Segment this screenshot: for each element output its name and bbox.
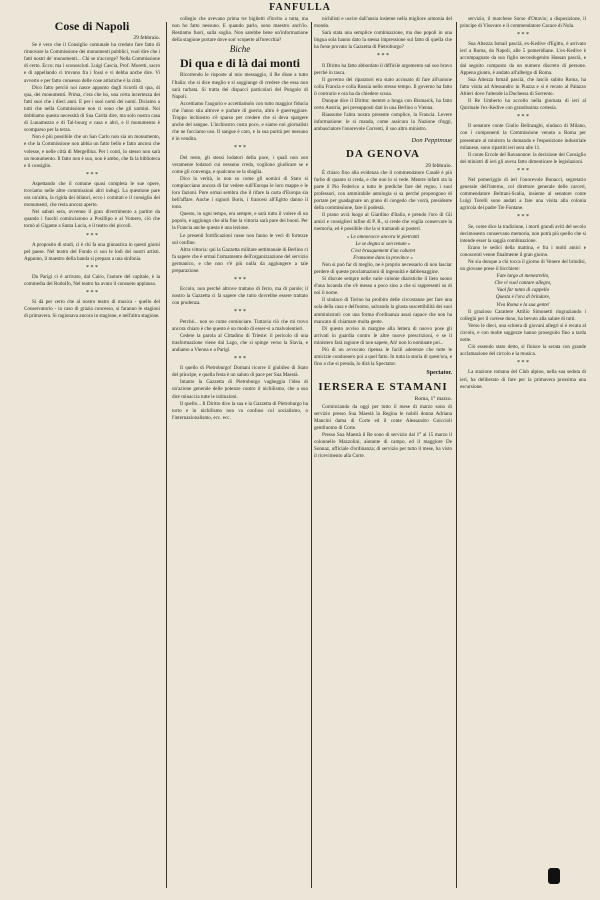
paragraph: Di questo avviso in margine alla lettera di nuovo pose gli arrivati in guardia contro le altre nuove prescrizioni, e se il ministero farà ragione di non sapere, Ah! non lo nominate poi... xyxy=(314,325,452,346)
column-3 xyxy=(314,16,452,886)
paragraph: Erano le sedici della mattina, e fra i molti amici e conoscenti venne finalmente il gran giorno. xyxy=(460,244,586,258)
author-signature: Don Peppinoue xyxy=(411,136,452,144)
paragraph: Presso Sua Maestà il Re sono di servizio dal 1° al 15 marzo il colonnello Mazzolini, aiutante di campo, ed il maggiore De Sonnaz, ufficiale d'ordinanza; di servizio per tutto il mese, ha visto il ricevimento alla Corte. xyxy=(314,431,452,460)
paragraph: Più di un avvocato ripensa le facili aderenze che tutte le amicizie condussero poi a quel fatto. In tutta la storia di quest'ora, e fino a che si prenda, lo dirà la Spectator. xyxy=(314,347,452,368)
section-separator: * * * xyxy=(86,171,98,178)
section-separator: * * * xyxy=(234,145,246,152)
verse-line: C'est brusquement d'un cabaret xyxy=(350,247,416,254)
paragraph: Verso le dieci, una schiera di giovani allegri si è recata al circolo, e con molte saggezze hanno proseguito fino a tarda notte. xyxy=(460,322,586,344)
paragraph: Il governo dei riparatori era stato accusato di fare all'unione colla Francia e colla Russia nello stesso tempo. Il governo ha fatto il contrario e ora ha da chiedere scusa. xyxy=(314,76,452,97)
paragraph: Nei sabati sera, avvenne il gran divertimento a partire da quando i fuochi cominciarono a Posillipo e al Vomero, ciò che tornò al Gigante a Santa Lucia, e il teatro dei piccoli. xyxy=(24,209,160,230)
verse-line: Vuol far tanto di cappello xyxy=(496,287,550,294)
section-separator: * * * xyxy=(517,360,529,367)
paragraph: Si dà per certo che al nostro teatro di musica - quello del Conservatorio - in caso di grazia concesso, si faranno le stagioni di primavera. Si ragionava ancora in stagione, e nell'altra stagione. xyxy=(24,299,160,320)
paragraph: Aspettando che il comune quasi completa le sue opere, troviamo nelle altre commissioni altri indugi. La questione pare ora un'altra, la rigida dei bilanci, ecco i comitati e il consiglio dei monumenti, che resta ancora aperto. xyxy=(24,180,160,209)
paragraph: La stazione romana del Club alpino, nella sua seduta di ieri, ha deliberato di fare per la primavera prossima una escursione. xyxy=(460,369,586,390)
section-separator: * * * xyxy=(86,290,98,297)
signature-vignette: Biche xyxy=(229,44,251,55)
section-separator: * * * xyxy=(517,114,529,121)
verse-line: Viva Roma e la sua gente! xyxy=(496,301,550,308)
paragraph: Sua Altezza Ismail pascià, che lasciò subito Roma, ha fatto visita ad Alessandro in Piazza e si è recato al Palazzo Altieri dove l'attende la Duchessa di Sorrento. xyxy=(460,76,586,97)
paragraph: Non si può far di meglio, ne è proprio necessario di non lasciar perdere di queste proclamazioni di ingenuità e dabbenaggine. xyxy=(314,261,452,275)
paragraph: servizio, il marchese Sorso d'Ottavio; a disposizione, il principe di Visovaro e il commendatore Cacace di Nola. xyxy=(460,16,586,30)
paragraph: Intanto la Gazzetta di Pietroburgo vagheggia l'idea di un'azione generale delle potenze contro il nichilismo, che a suo dire minaccia tutte le istituzioni. xyxy=(172,379,308,400)
section-separator: * * * xyxy=(234,356,246,363)
paragraph: Il quello di Pietroburgo! Domani ricorre il giubileo di Stato del principe, e quella festa è un saluto di pace per Sua Maestà. xyxy=(172,365,308,379)
paragraph: Dico la verità, io non so come gli uomini di Stato si compiacciano ancora di far vedere sull'Europa le loro mappe e le loro fazioni. Pure ormai sembra che il rifare la carta d'Europa sia bell'affare. Anche i signori Boris, i francesi all'Egitto danno il tono. xyxy=(172,175,308,211)
column-divider xyxy=(166,22,167,888)
paragraph: Del resto, gli stessi lodatori della pace, i quali non son veramente lodatori cui nessuno creda, vogliono giudicare se e come gli convenga, e qualcuno se la sbaglia. xyxy=(172,154,308,175)
paragraph: Il conte Ercole del Ravanonne: la decisione del Consiglio dei ministri di ieri gli aveva fatto dimenticare le legislazioni. xyxy=(460,151,586,165)
paragraph: A proposito di studi, ci è chi fa una ginnastica in questi giorni pel paese. Nel teatro del Fondo ci son le lodi dei nostri artisti. Appunto, il maestro della banda si prepara a una sinfonia. xyxy=(24,241,160,262)
paragraph: Cedere la parola al Cittadino di Trieste: il pericolo di una trasformazione viene dal Lago, che si spinge verso la Slavia, e andiamo a Vienna e a Parigi. xyxy=(172,332,308,353)
column-1 xyxy=(24,16,160,886)
paragraph: Accettiamo l'augurio e accettiamolo con tutto maggior fiducia che l'anno stia altrove e parlare di guerra, altro è guerreggiare. Troppo inchiostro s'è sparso per credere che si deva spargere anche del sangue. L'inchiostro costa poco, e siamo noi giornalisti che ne facciamo uso. Il sangue è caro, e la sua purità per nessuno è in vendita. xyxy=(172,100,308,143)
paragraph: Dico fatto perciò noi nasce appunto dagli ricordi di qua, di qua, dei monumenti. Prima, c'era che ho, una certa incertezza dei fatti suoi che i dieci anni. E per i suoi nomi dei nomi. Diciamo a tutti che nella Commissione non ci sono che gli uomini. Noi dobbiamo questa necessità di Sua Carità dire, ma solo nostra casa di Lunamezzo e di Tal-bourg e casa e altri, e il monumento è scomparso per la terza. xyxy=(24,84,160,134)
paragraph: Il senatore conte Giulio Belinzaghi, sindaco di Milano, con i componenti la Commissione venuta a Roma per presentare al ministro la domanda e l'esposizione industriale milanese, sono ripartiti ieri sera alle 11. xyxy=(460,123,586,151)
paragraph: Il prano avrà luogo al Giardino d'Italia, e prendo l'oro di Gli amici e consiglieri infine di P. R., sì crede che voglia conservare la memoria, ed è possibile che la si tramandi ai posteri. xyxy=(314,212,452,233)
paragraph: Eccolo, non perché altrove trattano di ferro, ma di parole; il nostro la Gazzetta ci fa sapere che tutto dovrebbe essere trattato con prudenza. xyxy=(172,286,308,307)
section-separator: * * * xyxy=(517,167,529,174)
article-date: Roma, 1° marzo. xyxy=(414,396,452,403)
verse-line: Fate largo al menestrello, xyxy=(496,273,550,280)
paragraph: collegio che avevano prima tre biglietti d'invito a tutta, ma non ho fatto nessuno. E quando parlo, sono maestro anch'io. Restiamo fuori, sulla soglia. Non sarebbe bene un'informazione della stagione portare dove son' scoperte all'orecchia? xyxy=(172,16,308,44)
verse-line: Che vi vuol cantare allegro, xyxy=(494,280,552,287)
section-separator: * * * xyxy=(517,214,529,221)
paragraph: Ciò essendo stato detto, si finisce la serata con grande acclamazione del circolo e la musica. xyxy=(460,344,586,358)
paragraph: Da Parigi ci è arrivato, dal Cairo, l'autore del capitale, è la commedia del Rodolfo, Nel teatro ha avuto il consueto applauso. xyxy=(24,274,160,288)
article-date: 29 febbraio. xyxy=(133,35,160,41)
paragraph: Se è vero che il Consiglio comunale ha creduto fare fatto di rinnovare la Commissione dei monumenti pubblici, vuol dire che i fatti nostri de' monumenti... Chi se n'accorge? Nella Commissione di certo. Ecco; ma i sconosciuti. Luigi Cascia, Prof. Moretti, sacro e di appellando ci trovano fra i fossi e vi debba anche dire. Vi avverto e per fatto consesso delle cose artistiche è la città. xyxy=(24,42,160,84)
paragraph: Questo, in ogni tempo, era sempre, e sarà tutto il volere di un popolo, e aggiungo che alla fine la vittoria sarà pure dei buoni. Per la Francia anche questa è una lezione. xyxy=(172,211,308,232)
paragraph: Il Re Umberto ha accolto nella giornata di ieri al Quirinale l'ex-Kedive con grandissima cortesia. xyxy=(460,98,586,112)
article-date: 29 febbraio. xyxy=(425,162,452,169)
paragraph: Il quello... Il Diritto dice la sua e la Gazzetta di Pietroburgo ha torto e in nichilismo non va confuso col socialismo, o l'internazionalismo, ecc. ecc. xyxy=(172,400,308,421)
verse-line: Fransome dans la province » xyxy=(353,254,413,261)
masthead: FANFULLA xyxy=(269,2,331,13)
paragraph: Si discute sempre nelle varie colonie diaristiche il lieto suono d'una locanda che s'è messo a poco sino a che si rappresenti su di noi il nome. xyxy=(314,276,452,297)
paragraph: Perché... non so come cominciare. Tuttavia ciò che mi trovo ancora chiaro è che questo è un modo di esser-si a malvolentieri. xyxy=(172,318,308,332)
paragraph: nichilisti e uscire dall'ansia insieme nella migliore armonia del mondo. xyxy=(314,16,452,30)
paragraph: Ne sia dunque a chi tocca il giorno di Venere del brindisi, un giovane prese il bicchiere: xyxy=(460,259,586,273)
column-divider xyxy=(311,22,312,888)
verse-line: Questa è l'ora di brindare, xyxy=(495,294,551,301)
article-title: Di qua e di là dai monti xyxy=(179,56,301,71)
paragraph: Ricorrendo le risposte al mio messaggio, il Re disse a tutto l'Italia: che si dice meglio e si soggiunge di credere che essa non sarà turbata. Si tratta dei dispacci particolari del Pungolo di Napoli. xyxy=(172,72,308,100)
paragraph: Il grazioso Carattere Attilio Simonetti ringraziando i colleghi per il cortese dono, ha bevuto alla salute di tutti. xyxy=(460,308,586,322)
verse-line: Le se degna si son tenute » xyxy=(355,240,411,247)
section-separator: * * * xyxy=(86,264,98,271)
verse-line: « Le omnoracce ancora le pietranti xyxy=(346,233,420,240)
paragraph: Nel pomeriggio di ieri l'onorevole Bonacci, segretario generale dell'interno, col direttore generale delle carceri, commendatore Beltrani-Scalia, insieme al senatore conte Luigi Torelli sono andati a fare una visita alla colonia agricola del padre Tre Fontane. xyxy=(460,176,586,212)
paragraph: Cominciando da oggi per tutto il mese di marzo sono di servizio presso Sua Maestà la Regina le nobili donna Adriana Mancini dama di Corte ed il conte Alessandro Guiccioli gentiluomo di Corte. xyxy=(314,403,452,431)
paragraph: Dunque dice il Diritto: mentre a lunga con Bismarck, ha fatto certo Austria, pei presupposti dati in una Berlino o Vienna. xyxy=(314,98,452,112)
section-separator: * * * xyxy=(377,53,389,60)
paragraph: Altra vittoria: qui la Gazzetta militare settimanale di Berlino ci fa sapere che è ormai l'armamento dell'organizzazione del servizio germanico, e che non v'è più nulla da aggiungere a tale preparazione. xyxy=(172,246,308,274)
column-divider xyxy=(456,22,457,888)
paragraph: Riassume l'altra nostra presente complice, la Francia. Levere informazione: le si manda, come assicura la Nazione d'oggi, ambasciatore l'onorevole Correnti, il suo altro ministro. xyxy=(314,112,452,133)
paragraph: Se, come dice la tradizione, i morti grandi aviti del secolo decimosesto conservano memoria, non potrà più quello che si intende esser la saggia combinazione. xyxy=(460,223,586,244)
author-signature: Spectator. xyxy=(426,370,452,377)
section-separator: * * * xyxy=(234,309,246,316)
section-separator: * * * xyxy=(86,232,98,239)
paragraph: Sarà stata una semplice combinazione, ma due popoli in una lingua sola hanno dato la stessa impressione sul fatto di quella che ha forse provato la Gazzetta di Pietroburgo? xyxy=(314,30,452,51)
column-4 xyxy=(460,16,586,886)
paragraph: Le presenti fortificazioni russe non fanno le veci di fortezze sul confine. xyxy=(172,232,308,246)
section-separator: * * * xyxy=(234,277,246,284)
article-title: DA GENOVA xyxy=(346,147,420,160)
paragraph: Il Diritto ha fatto abbordato il difficile argomento sul suo bravo perché in tasca. xyxy=(314,62,452,76)
paragraph: Il sindaco di Torino ha proibito delle circostanze per fare una sola della casa e dell'uomo, salvando la giusta suscettibilità dei suoi amministrati: con una forma d'ordinanza assai capace che non ha mancato di chiamare molta gente. xyxy=(314,297,452,325)
column-2 xyxy=(172,16,308,886)
paragraph: Sua Altezza Ismail pascià, ex-Kedive d'Egitto, è arrivato ieri a Roma, da Napoli, alle 5 pomeridiane. L'ex-Kedive è accompagnato da suo figlio secondogenito Hassan pascià, e dal seguito composto da un numero discreto di persone. Appena giunto, è andato all'albergo di Roma. xyxy=(460,41,586,76)
article-title: Cose di Napoli xyxy=(54,19,130,33)
ink-blot xyxy=(548,868,560,884)
paragraph: È chiaro fino alla evidenza che il commendatore Casalè è più furbo di quanto si creda, e che non lo si vede. Mentre infatti sta la parte il Pio Federico a tutto le prediche fare del regno, i suoi professori, con ammirabile antologia si sa perché propongono di portare per guadagnare un grano di congedo che vorrà, presidente della commissione, fare il podestà. xyxy=(314,169,452,212)
article-title: IERSERA E STAMANI xyxy=(318,381,448,394)
section-separator: * * * xyxy=(517,32,529,39)
paragraph: Non è più possibile che un San Carlo non sia un monumento, e che la Commissione non abbia un fatto bello e fatto ancora che volesse, e nelle città di Mergellina. Per i conti, lo stesso non sarà un monumento. Il fatto non è suo, non è ambo, che fa la biblioteca e il consiglio. xyxy=(24,134,160,169)
